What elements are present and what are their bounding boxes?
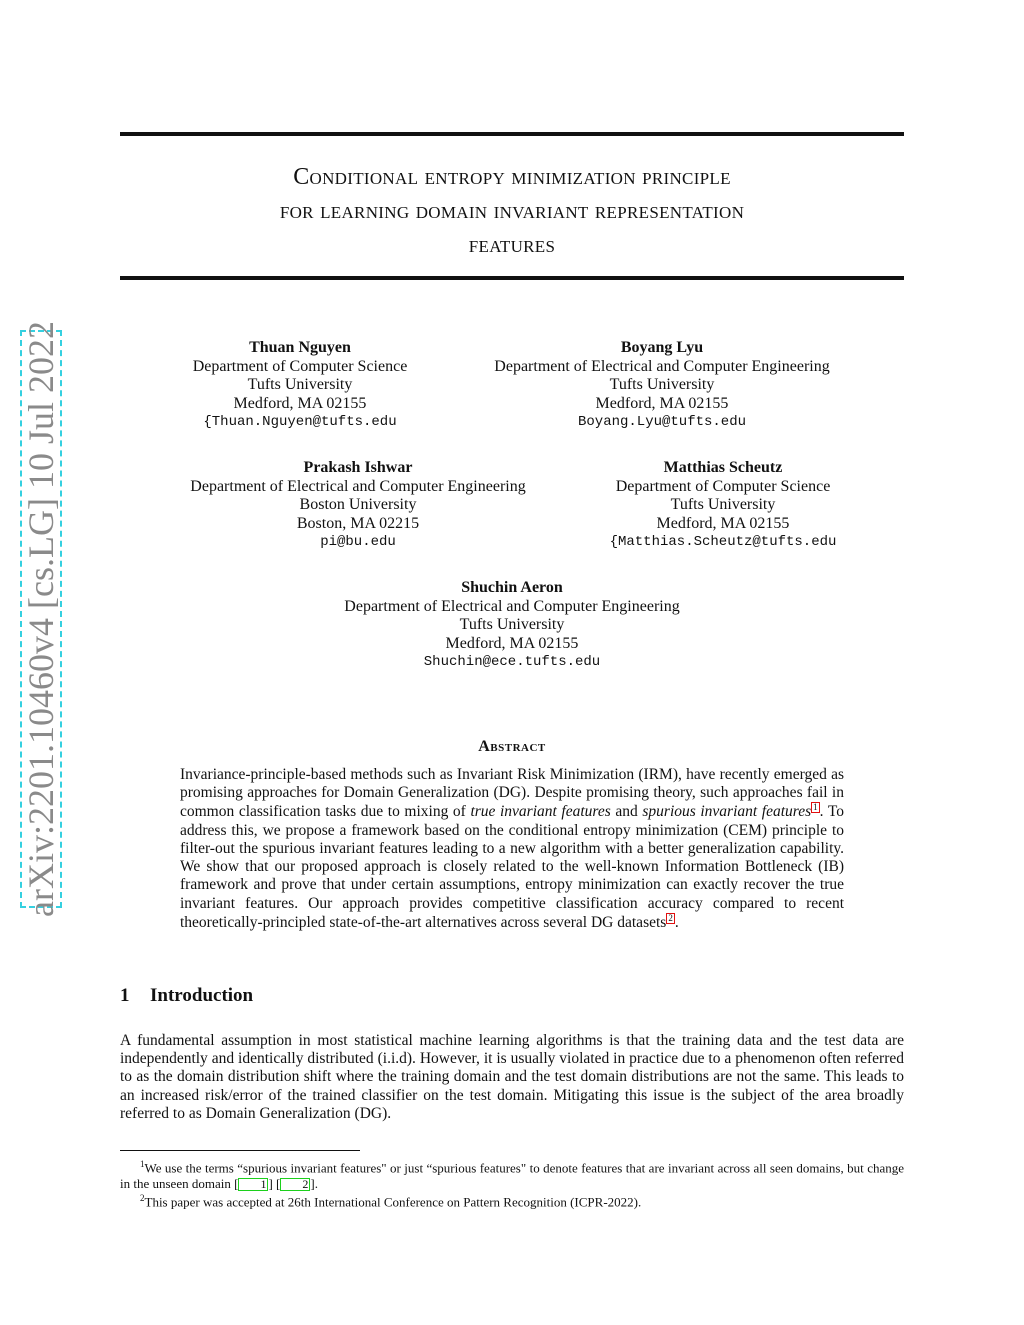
intro-paragraph: A fundamental assumption in most statistical machine learning algorithms is that the training data and the test data are independently and identically distributed (i.i.d). However, it is usually violated in practice due to a phenomenon often referred to as the domain distribution shift where the training domain and the test domain distributions are not the same. This leads to an increased risk/error of the trained classifier on the test domain. Mitigating this issue is the subject of the area broadly referred to as Domain Generalization (DG). <box>120 1032 904 1122</box>
author-addr: Medford, MA 02155 <box>595 394 729 412</box>
author-addr: Medford, MA 02155 <box>445 634 579 652</box>
author-name: Matthias Scheutz <box>663 459 783 476</box>
abstract-text: and <box>610 803 643 821</box>
title-line-3: features <box>468 232 556 258</box>
abstract-text: . To address this, we propose a framework based on the conditional entropy minimization (CEM) principle to filter-out the spurious invariant features leading to a new algorithm with a better generalization capability. We show that our proposed approach is closely related to the well-known Information Bottleneck (IB) framework and prove that under certain assumptions, entropy minimization can exactly recover the true invariant features. Our approach provides competitive classification accuracy compared to recent theoretically-principled state-of-the-art alternatives across several DG datasets <box>180 803 844 931</box>
abstract-body <box>180 766 844 932</box>
author-email[interactable]: {Matthias.Scheutz@tufts.edu <box>609 534 837 550</box>
abstract-heading-text: Abstract <box>478 738 546 755</box>
citation-link[interactable]: 2 <box>280 1178 310 1191</box>
author-email[interactable]: {Thuan.Nguyen@tufts.edu <box>203 414 397 430</box>
author-univ: Tufts University <box>459 616 565 633</box>
arxiv-stamp <box>20 321 62 917</box>
footnote-mark: 2 <box>140 1193 145 1203</box>
author-addr: Boston, MA 02215 <box>296 514 420 532</box>
abstract-text: Invariance-principle-based methods such as Invariant Risk Minimization (IRM), have recently emerged as promising approaches for Domain Generalization (DG). Despite promising theory, such approaches fail in common classification tasks due to mixing of <box>180 766 844 821</box>
title-initial: C <box>293 164 310 190</box>
author-block <box>470 339 854 432</box>
author-univ: Boston University <box>299 496 417 513</box>
footnote-link[interactable]: 2 <box>668 912 673 923</box>
author-univ: Tufts University <box>670 496 776 513</box>
author-block <box>592 459 854 552</box>
author-dept: Department of Computer Science <box>615 477 831 495</box>
author-dept: Department of Electrical and Computer Engineering <box>344 597 680 615</box>
title-top-rule <box>120 132 904 136</box>
author-dept: Department of Electrical and Computer Engineering <box>494 357 830 375</box>
author-name: Boyang Lyu <box>620 339 704 356</box>
author-univ: Tufts University <box>609 376 715 393</box>
author-univ: Tufts University <box>247 376 353 393</box>
section-heading <box>120 985 253 1007</box>
author-block <box>170 459 546 552</box>
author-name: Shuchin Aeron <box>461 579 563 596</box>
title-line-1 <box>120 160 904 194</box>
abstract-text: . <box>674 913 679 931</box>
footnote-2 <box>120 1190 904 1210</box>
author-email[interactable]: pi@bu.edu <box>320 534 396 550</box>
author-dept: Department of Computer Science <box>192 357 408 375</box>
section-title: Introduction <box>150 985 254 1006</box>
footnote-link[interactable]: 1 <box>813 802 818 813</box>
footnote-1: $^1$We use the terms “spurious invariant features" or just “spurious features" to denote features that are invariant across all seen domains, but change in the unseen domain [ 1 ] [ 2 ]. <box>120 1159 904 1192</box>
author-name: Thuan Nguyen <box>249 339 351 356</box>
author-dept: Department of Electrical and Computer Engineering <box>190 477 526 495</box>
abstract-heading <box>120 738 904 756</box>
arxiv-stamp-text: arXiv:2201.10460v4 [cs.LG] 10 Jul 2022 <box>21 321 61 917</box>
author-addr: Medford, MA 02155 <box>233 394 367 412</box>
author-block <box>312 579 712 672</box>
footnote-text: This paper was accepted at 26th International Conference on Pattern Recognition (ICPR-2022). <box>144 1194 642 1210</box>
footnote-text: . <box>314 1176 318 1192</box>
title-bottom-rule <box>120 276 904 280</box>
title-line-1-text: onditional entropy minimization principle <box>309 164 731 190</box>
abstract-emphasis: spurious invariant features <box>642 803 812 821</box>
title-line-2: for learning domain invariant representation <box>279 198 745 224</box>
citation-link[interactable]: 1 <box>238 1178 268 1191</box>
footnote-text: We use the terms “spurious invariant features" or just “spurious features" to denote features that are invariant across all seen domains, but change in the unseen domain <box>120 1160 904 1192</box>
author-block <box>170 339 430 432</box>
author-email[interactable]: Shuchin@ece.tufts.edu <box>423 654 601 670</box>
footnote-rule <box>120 1150 360 1151</box>
author-email[interactable]: Boyang.Lyu@tufts.edu <box>577 414 747 430</box>
author-addr: Medford, MA 02155 <box>656 514 790 532</box>
author-name: Prakash Ishwar <box>303 459 413 476</box>
section-number: 1 <box>120 985 130 1006</box>
footnote-mark: 1 <box>140 1159 145 1169</box>
abstract-emphasis: true invariant features <box>470 803 611 821</box>
paper-title <box>120 160 904 262</box>
